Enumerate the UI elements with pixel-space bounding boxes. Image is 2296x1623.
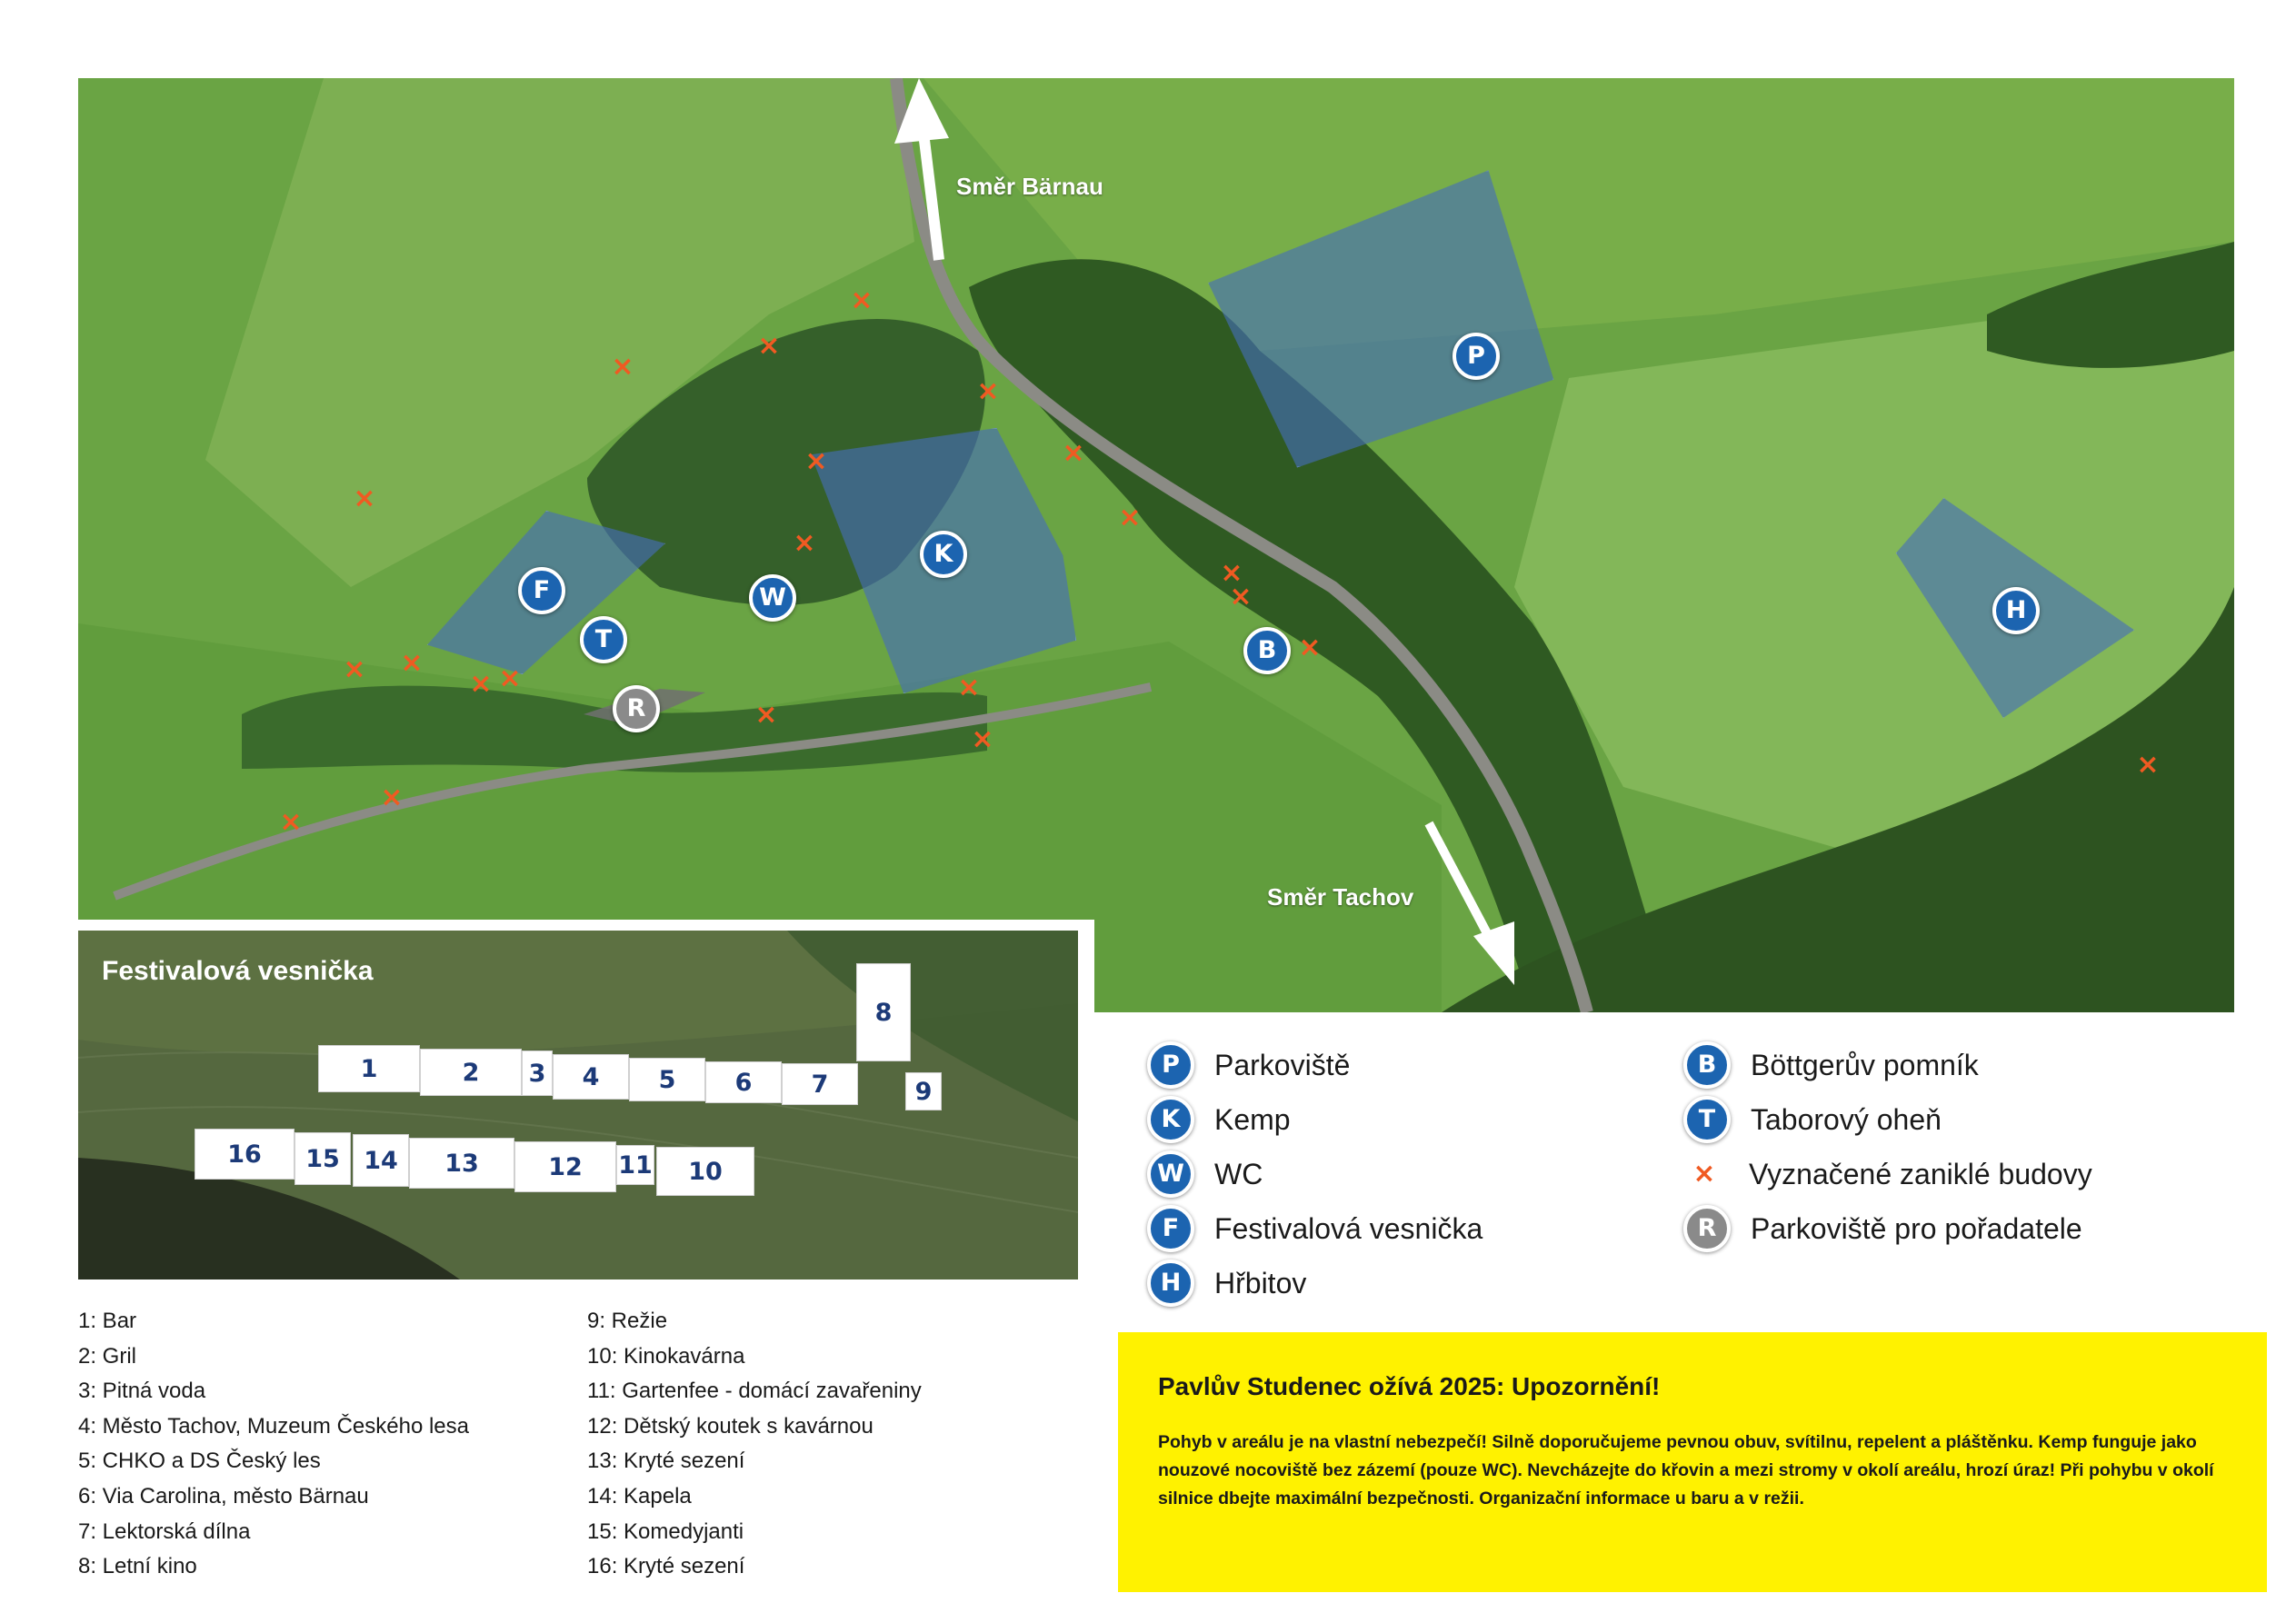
stall-list-item: 2: Gril bbox=[78, 1343, 137, 1369]
stall-list-left bbox=[78, 1309, 469, 1589]
stall-list-item: 14: Kapela bbox=[587, 1483, 692, 1508]
stall-list-right bbox=[587, 1309, 922, 1589]
stall-2[interactable]: 2 bbox=[420, 1049, 522, 1096]
stall-list-item: 10: Kinokavárna bbox=[587, 1343, 745, 1369]
stall-9[interactable]: 9 bbox=[905, 1072, 942, 1110]
legend-cemetery-icon: H bbox=[1147, 1260, 1194, 1307]
stall-list-item: 8: Letní kino bbox=[78, 1554, 197, 1579]
defunct-building-marker: × bbox=[400, 647, 424, 679]
defunct-building-marker: × bbox=[804, 445, 828, 477]
defunct-building-marker: × bbox=[757, 330, 781, 362]
legend-camp bbox=[1147, 1096, 1291, 1143]
stall-list-item: 15: Komedyjanti bbox=[587, 1518, 744, 1544]
defunct-building-marker: × bbox=[1229, 581, 1253, 612]
stall-4[interactable]: 4 bbox=[553, 1054, 629, 1100]
marker-organiser-parking[interactable]: R bbox=[613, 685, 660, 732]
stall-list-item: 7: Lektorská dílna bbox=[78, 1518, 251, 1544]
stall-list-item: 1: Bar bbox=[78, 1309, 137, 1333]
defunct-building-marker: × bbox=[754, 699, 778, 731]
legend-label: Parkoviště bbox=[1214, 1048, 1351, 1081]
stall-list-item: 3: Pitná voda bbox=[78, 1379, 206, 1404]
stall-3[interactable]: 3 bbox=[522, 1050, 553, 1096]
legend-label: Festivalová vesnička bbox=[1214, 1211, 1483, 1245]
notice-title: Pavlův Studenec ožívá 2025: Upozornění! bbox=[1158, 1372, 1661, 1400]
legend-cross-icon: × bbox=[1692, 1158, 1716, 1190]
defunct-building-marker: × bbox=[279, 806, 303, 838]
stall-13[interactable]: 13 bbox=[409, 1138, 514, 1189]
legend-label: Parkoviště pro pořadatele bbox=[1751, 1211, 2082, 1245]
legend-camp-icon: K bbox=[1147, 1096, 1194, 1143]
defunct-building-marker: × bbox=[850, 284, 873, 316]
stall-list-item: 9: Režie bbox=[587, 1309, 668, 1333]
defunct-building-marker: × bbox=[1062, 437, 1085, 469]
legend-campfire-icon: T bbox=[1683, 1096, 1731, 1143]
legend-bottger-monument bbox=[1683, 1041, 1979, 1089]
stall-10[interactable]: 10 bbox=[656, 1147, 754, 1196]
defunct-building-marker: × bbox=[793, 527, 816, 559]
stall-list-item: 5: CHKO a DS Český les bbox=[78, 1449, 321, 1474]
legend-label: Böttgerův pomník bbox=[1751, 1048, 1979, 1081]
direction-north-label: Směr Bärnau bbox=[956, 173, 1103, 200]
stall-15[interactable]: 15 bbox=[294, 1132, 351, 1185]
marker-cemetery[interactable]: H bbox=[1992, 587, 2040, 634]
legend-parking-icon: P bbox=[1147, 1041, 1194, 1089]
stall-list-item: 4: Město Tachov, Muzeum Českého lesa bbox=[78, 1413, 469, 1439]
stall-list-item: 11: Gartenfee - domácí zavařeniny bbox=[587, 1379, 922, 1404]
defunct-building-marker: × bbox=[611, 351, 634, 383]
legend-wc-icon: W bbox=[1147, 1150, 1194, 1198]
notice-body: Pohyb v areálu je na vlastní nebezpečí! Silně doporučujeme pevnou obuv, svítilnu, repelent a pláštěnku. Kemp funguje jako nouzové nocoviště bez zázemí (pouze WC). Nevcházejte do křovin a mezi stromy v okolí areálu, hrozí úraz! Při pohybu v okolí silnice dbejte maximální bezpečnosti. Organizační informace u baru a v režii. bbox=[1158, 1432, 2214, 1509]
defunct-building-marker: × bbox=[469, 668, 493, 700]
legend-organiser-parking bbox=[1683, 1205, 2082, 1252]
defunct-building-marker: × bbox=[971, 723, 994, 755]
marker-bottger-monument[interactable]: B bbox=[1243, 627, 1291, 674]
legend-label: Taborový oheň bbox=[1751, 1102, 1942, 1136]
legend-parking bbox=[1147, 1041, 1350, 1089]
stall-11[interactable]: 11 bbox=[616, 1145, 654, 1185]
defunct-building-marker: × bbox=[353, 483, 376, 514]
stall-14[interactable]: 14 bbox=[353, 1134, 409, 1187]
legend-label: WC bbox=[1214, 1157, 1263, 1190]
legend-organiser-parking-icon: R bbox=[1683, 1205, 1731, 1252]
legend-festival-village bbox=[1147, 1205, 1482, 1252]
defunct-building-marker: × bbox=[976, 375, 1000, 407]
inset-title: Festivalová vesnička bbox=[102, 956, 374, 986]
stall-list-item: 6: Via Carolina, město Bärnau bbox=[78, 1483, 369, 1508]
marker-camp[interactable]: K bbox=[920, 531, 967, 578]
festival-village-inset bbox=[78, 931, 1078, 1279]
stall-8[interactable]: 8 bbox=[856, 963, 911, 1061]
legend-campfire bbox=[1683, 1096, 1942, 1143]
notice-box bbox=[1118, 1332, 2267, 1592]
stall-12[interactable]: 12 bbox=[514, 1141, 616, 1192]
marker-festival-village[interactable]: F bbox=[518, 567, 565, 614]
marker-wc[interactable]: W bbox=[749, 574, 796, 622]
direction-south-label: Směr Tachov bbox=[1267, 883, 1414, 911]
stall-6[interactable]: 6 bbox=[705, 1061, 782, 1103]
defunct-building-marker: × bbox=[343, 653, 366, 685]
stall-list-item: 13: Kryté sezení bbox=[587, 1449, 745, 1474]
defunct-building-marker: × bbox=[498, 662, 522, 694]
stall-list-item: 12: Dětský koutek s kavárnou bbox=[587, 1413, 873, 1439]
stall-list-item: 16: Kryté sezení bbox=[587, 1554, 745, 1579]
legend-label: Hřbitov bbox=[1214, 1266, 1307, 1299]
legend-label: Kemp bbox=[1214, 1102, 1291, 1136]
marker-campfire[interactable]: T bbox=[580, 616, 627, 663]
legend-cemetery bbox=[1147, 1260, 1306, 1307]
defunct-building-marker: × bbox=[2136, 749, 2160, 781]
defunct-building-marker: × bbox=[1298, 632, 1322, 663]
defunct-building-marker: × bbox=[957, 672, 981, 703]
stall-1[interactable]: 1 bbox=[318, 1045, 420, 1092]
legend-defunct-buildings bbox=[1683, 1150, 2092, 1198]
defunct-building-marker: × bbox=[380, 782, 404, 813]
aerial-map bbox=[78, 78, 2234, 1012]
marker-parking[interactable]: P bbox=[1452, 333, 1500, 380]
defunct-building-marker: × bbox=[1118, 502, 1142, 533]
legend-label: Vyznačené zaniklé budovy bbox=[1749, 1157, 2092, 1190]
legend-bottger-monument-icon: B bbox=[1683, 1041, 1731, 1089]
stall-5[interactable]: 5 bbox=[629, 1058, 705, 1101]
defunct-building-marker: × bbox=[1220, 557, 1243, 589]
stall-16[interactable]: 16 bbox=[195, 1129, 294, 1180]
stall-7[interactable]: 7 bbox=[782, 1063, 858, 1105]
legend-wc bbox=[1147, 1150, 1263, 1198]
legend-festival-village-icon: F bbox=[1147, 1205, 1194, 1252]
